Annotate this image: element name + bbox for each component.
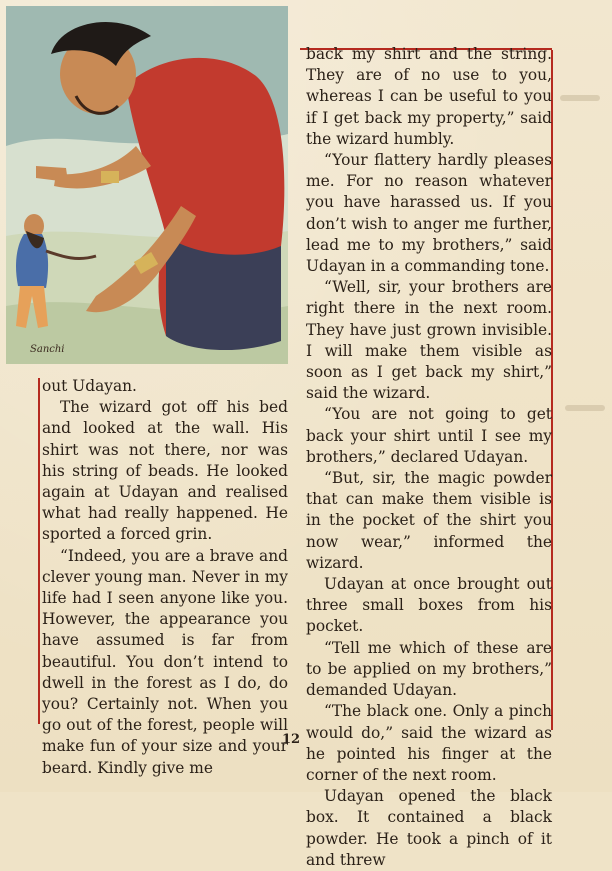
right-text-column bbox=[306, 44, 552, 871]
paragraph: The wizard got off his bed and looked at the wall. His shirt was not there, nor was his string of beads. He looked again at Udayan and realised what had really happened. He sported a forced grin. bbox=[42, 398, 288, 544]
story-illustration bbox=[6, 6, 288, 364]
paragraph: “Well, sir, your brothers are right there in the next room. They have just grown invisible. I will make them visible as soon as I get back my shirt,” said the wizard. bbox=[306, 278, 552, 403]
left-text-column bbox=[42, 376, 288, 779]
paragraph: Udayan at once brought out three small boxes from his pocket. bbox=[306, 575, 552, 636]
page-blemish bbox=[560, 95, 600, 101]
paragraph: Udayan opened the black box. It contained a black powder. He took a pinch of it and threw bbox=[306, 787, 552, 869]
page-number: 12 bbox=[282, 732, 301, 747]
paragraph: “But, sir, the magic powder that can make them visible is in the pocket of the shirt you now wear,” informed the wizard. bbox=[306, 469, 552, 572]
paragraph: “The black one. Only a pinch would do,” said the wizard as he pointed his finger at the corner of the next room. bbox=[306, 702, 552, 784]
paragraph: “Tell me which of these are to be applied on my brothers,” demanded Udayan. bbox=[306, 638, 552, 700]
artist-signature: Sanchi bbox=[30, 344, 65, 355]
page-blemish bbox=[565, 405, 605, 411]
paragraph: “Indeed, you are a brave and clever young man. Never in my life had I seen anyone like you. However, the appearance you have assumed is far from beautiful. You don’t intend to dwell in the forest as I do, do you? Certainly not. When you go out of the forest, people will make fun of your size and your beard. Kindly give me bbox=[42, 546, 288, 777]
paragraph: “Your flattery hardly pleases me. For no reason whatever you have harassed us. If you don’t wish to anger me further, lead me to my brothers,” said Udayan in a commanding tone. bbox=[306, 151, 552, 276]
paragraph: out Udayan. bbox=[42, 377, 137, 395]
left-red-rule bbox=[38, 378, 40, 724]
paragraph: back my shirt and the string. They are of no use to you, whereas I can be useful to you if I get back my property,” said the wizard humbly. bbox=[306, 45, 552, 148]
paragraph: “You are not going to get back your shirt until I see my brothers,” declared Udayan. bbox=[306, 405, 552, 466]
